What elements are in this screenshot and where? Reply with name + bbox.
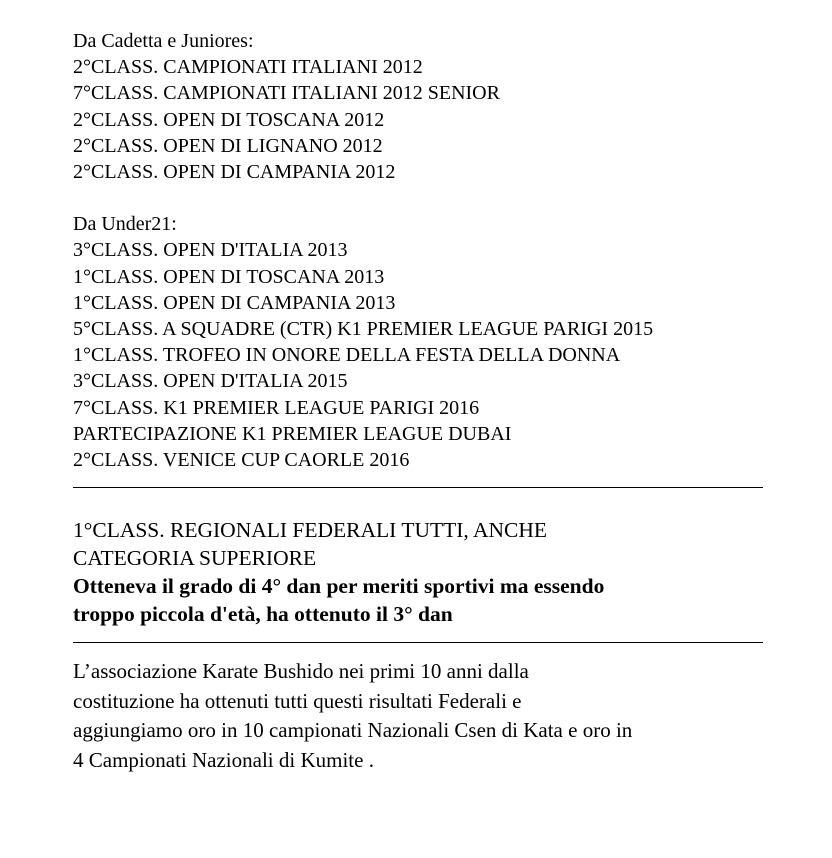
result-line: 7°CLASS. K1 PREMIER LEAGUE PARIGI 2016 [73,396,480,419]
result-line: 1°CLASS. TROFEO IN ONORE DELLA FESTA DELLA DONNA [73,344,621,367]
horizontal-rule [73,487,763,488]
result-line: 2°CLASS. CAMPIONATI ITALIANI 2012 [73,56,423,79]
result-line: PARTECIPAZIONE K1 PREMIER LEAGUE DUBAI [73,422,512,445]
result-line: 1°CLASS. OPEN DI TOSCANA 2013 [73,265,385,288]
section-association [73,657,773,775]
paragraph-line: costituzione ha ottenuti tutti questi risultati Federali e [73,688,522,713]
regionali-line: 1°CLASS. REGIONALI FEDERALI TUTTI, ANCHE [73,518,548,543]
result-line: 2°CLASS. OPEN DI LIGNANO 2012 [73,134,383,157]
section-regionali [73,516,773,628]
section-heading: Da Cadetta e Juniores: [73,30,254,52]
section-under21 [73,211,773,473]
document-page [73,28,773,775]
horizontal-rule [73,642,763,643]
dan-grade-note: troppo piccola d'età, ha ottenuto il 3° dan [73,602,453,627]
paragraph-line: aggiungiamo oro in 10 campionati Nazionali Csen di Kata e oro in [73,718,633,743]
result-line: 5°CLASS. A SQUADRE (CTR) K1 PREMIER LEAGUE PARIGI 2015 [73,318,654,341]
result-line: 7°CLASS. CAMPIONATI ITALIANI 2012 SENIOR [73,82,500,105]
result-line: 1°CLASS. OPEN DI CAMPANIA 2013 [73,291,396,314]
section-cadetta-juniores [73,28,773,185]
result-line: 3°CLASS. OPEN D'ITALIA 2015 [73,370,348,393]
result-line: 2°CLASS. VENICE CUP CAORLE 2016 [73,449,410,472]
paragraph-line: 4 Campionati Nazionali di Kumite . [73,747,374,772]
section-heading: Da Under21: [73,213,177,236]
regionali-line: CATEGORIA SUPERIORE [73,546,317,571]
result-line: 3°CLASS. OPEN D'ITALIA 2013 [73,239,348,262]
paragraph-line: L’associazione Karate Bushido nei primi 10 anni dalla [73,659,529,684]
spacer [73,185,773,211]
result-line: 2°CLASS. OPEN DI TOSCANA 2012 [73,108,385,131]
dan-grade-note: Otteneva il grado di 4° dan per meriti sportivi ma essendo [73,574,605,599]
result-line: 2°CLASS. OPEN DI CAMPANIA 2012 [73,161,396,184]
